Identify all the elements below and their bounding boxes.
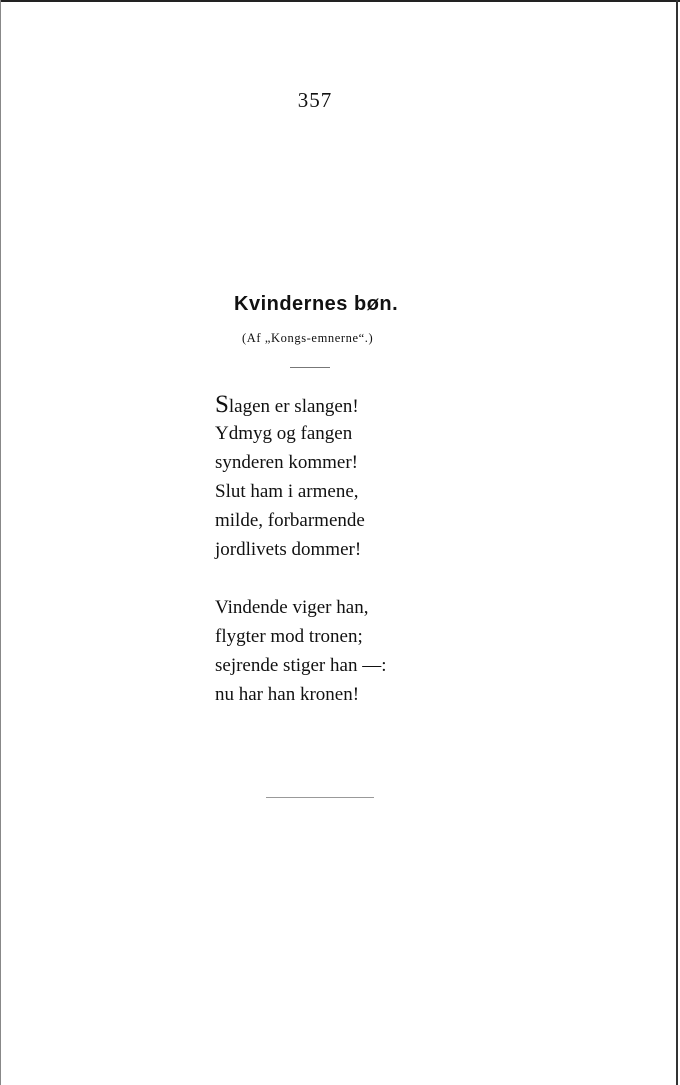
scan-edge-left bbox=[0, 0, 1, 1085]
scan-edge-right bbox=[676, 0, 678, 1085]
poem-line bbox=[215, 390, 386, 419]
end-divider bbox=[266, 797, 374, 798]
page-number: 357 bbox=[297, 88, 333, 112]
poem-line: flygter mod tronen; bbox=[215, 626, 363, 647]
poem-line: synderen kommer! bbox=[215, 452, 358, 473]
poem-line: jordlivets dommer! bbox=[215, 539, 362, 560]
poem-line: milde, forbarmende bbox=[215, 510, 365, 531]
poem-line: Vindende viger han, bbox=[215, 597, 369, 618]
poem-title: Kvindernes bøn. bbox=[234, 293, 399, 315]
poem-line-text: lagen er slangen! bbox=[228, 396, 359, 417]
initial-letter: S bbox=[215, 391, 229, 418]
poem-subtitle: (Af „Kongs-emnerne“.) bbox=[242, 331, 374, 345]
scan-edge-top bbox=[0, 0, 680, 2]
poem-line: nu har han kronen! bbox=[215, 684, 360, 705]
stanza-2 bbox=[215, 593, 386, 709]
stanza-1 bbox=[215, 390, 386, 564]
poem-line: Slut ham i armene, bbox=[215, 481, 359, 502]
title-divider bbox=[290, 367, 330, 368]
poem-line: sejrende stiger han —: bbox=[215, 655, 387, 676]
poem-body bbox=[215, 390, 386, 709]
poem-line: Ydmyg og fangen bbox=[215, 423, 353, 444]
